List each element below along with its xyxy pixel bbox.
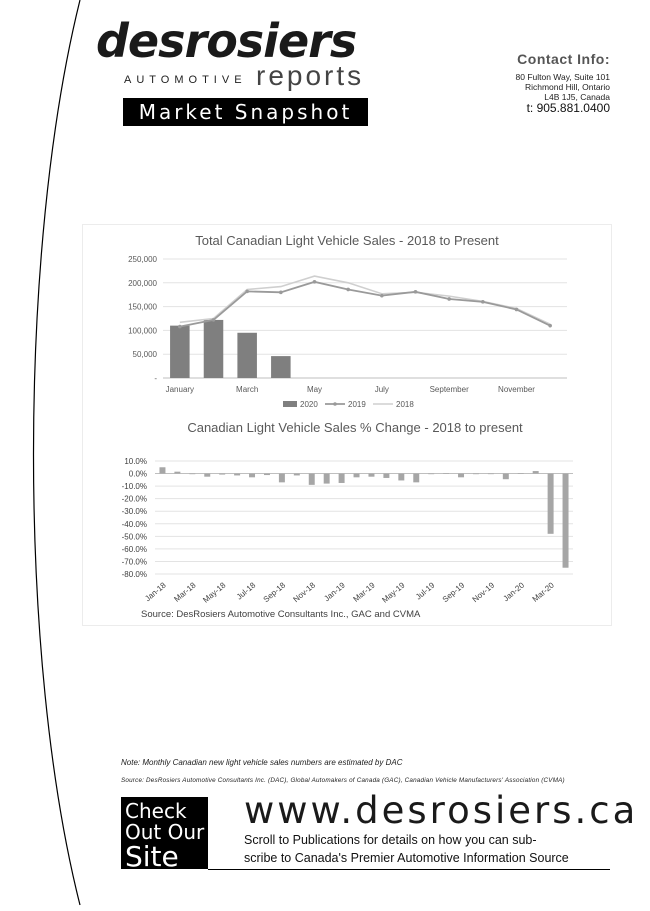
chart1-y-ticks xyxy=(128,255,157,383)
scroll-text-2: scribe to Canada's Premier Automotive Information Source xyxy=(244,851,569,865)
check-line-3: Site xyxy=(125,840,179,873)
chart1-bar-2020 xyxy=(271,356,291,378)
chart1-title: Total Canadian Light Vehicle Sales - 2018 to Present xyxy=(195,233,499,248)
chart1-y-tick-label: - xyxy=(154,374,157,383)
source-line: Source: DesRosiers Automotive Consultants Inc. (DAC), Global Automakers of Canada (GAC), Canadian Vehicle Manufacturers' Association (CVMA) xyxy=(121,777,565,784)
legend-swatch-2020 xyxy=(283,401,297,407)
footnote: Note: Monthly Canadian new light vehicle sales numbers are estimated by DAC xyxy=(121,758,403,767)
chart2-bar xyxy=(189,474,195,475)
logo-automotive: AUTOMOTIVE xyxy=(124,74,247,86)
chart2-x-tick-label: Mar-18 xyxy=(172,580,198,604)
contact-address-2: Richmond Hill, Ontario xyxy=(524,82,610,92)
chart2-x-tick-label: Sep-19 xyxy=(440,580,467,605)
chart1-point-2019 xyxy=(212,318,216,322)
contact-address-1: 80 Fulton Way, Suite 101 xyxy=(515,72,610,82)
chart1-legend xyxy=(283,400,414,409)
chart2-bar xyxy=(339,474,345,483)
website-link[interactable]: www.desrosiers.ca xyxy=(244,789,639,832)
chart2-bar xyxy=(398,474,404,481)
chart2-bar xyxy=(204,474,210,477)
chart2-bar xyxy=(174,472,180,474)
chart2-y-tick-label: 0.0% xyxy=(128,469,147,479)
chart2-bar xyxy=(548,474,554,534)
chart1-y-tick-label: 200,000 xyxy=(128,278,157,288)
chart2-bar xyxy=(294,474,300,476)
chart1-x-tick-label: March xyxy=(236,385,259,394)
chart2-bar xyxy=(413,474,419,483)
logo-reports: reports xyxy=(256,60,365,91)
chart1-lines xyxy=(178,276,552,328)
chart1-point-2019 xyxy=(447,297,451,301)
chart2-y-tick-label: -20.0% xyxy=(121,494,147,504)
chart2-bar xyxy=(279,474,285,483)
charts-svg xyxy=(83,225,611,625)
check-out-our-site-box xyxy=(121,797,208,873)
chart1-y-tick-label: 150,000 xyxy=(128,302,157,312)
chart2-bar xyxy=(473,474,479,475)
chart2-x-tick-label: Jul-18 xyxy=(234,580,258,602)
chart2-y-tick-label: -80.0% xyxy=(121,570,147,579)
chart2-bar xyxy=(219,474,225,475)
chart2-x-tick-label: Jul-19 xyxy=(413,580,437,602)
chart1-point-2019 xyxy=(346,288,350,292)
legend-marker-2019 xyxy=(333,402,337,406)
legend-label-2018: 2018 xyxy=(396,400,414,409)
chart1-x-tick-label: November xyxy=(498,385,535,394)
chart2-y-tick-label: 10.0% xyxy=(124,457,147,466)
legend-label-2019: 2019 xyxy=(348,400,366,409)
legend-label-2020: 2020 xyxy=(300,400,318,409)
chart1-x-tick-label: September xyxy=(429,385,469,394)
chart2-bar xyxy=(488,474,494,475)
chart2-x-tick-label: May-18 xyxy=(201,580,228,605)
chart2-x-tick-label: Jan-19 xyxy=(322,580,347,604)
chart1-y-tick-label: 250,000 xyxy=(128,255,157,264)
chart2-bar xyxy=(309,474,315,485)
chart2-bar xyxy=(264,474,270,476)
chart1-grid xyxy=(163,259,567,378)
chart2-bar xyxy=(383,474,389,478)
chart1-bars xyxy=(170,320,291,378)
chart1-bar-2020 xyxy=(170,326,190,378)
chart2-x-tick-label: Jan-20 xyxy=(501,580,527,604)
scroll-text-1: Scroll to Publications for details on how you can sub- xyxy=(244,833,537,847)
chart2-bar xyxy=(443,473,449,474)
chart2-grid xyxy=(155,461,573,574)
chart1-bar-2020 xyxy=(237,333,257,378)
chart2-x-tick-label: Mar-19 xyxy=(351,580,377,604)
chart2-y-tick-label: -50.0% xyxy=(121,532,147,542)
chart1-y-tick-label: 50,000 xyxy=(132,350,157,360)
chart1-point-2019 xyxy=(279,291,283,295)
chart2-bars xyxy=(159,467,568,567)
chart2-bar xyxy=(159,467,165,473)
bottom-rule xyxy=(208,869,610,870)
contact-address-3: L4B 1J5, Canada xyxy=(544,92,610,102)
chart2-x-tick-label: May-19 xyxy=(380,580,407,605)
chart2-y-tick-label: -70.0% xyxy=(121,557,147,567)
chart2-x-tick-label: Nov-18 xyxy=(291,580,318,605)
chart1-x-ticks xyxy=(166,385,536,394)
contact-phone: t: 905.881.0400 xyxy=(526,101,610,115)
chart2-bar xyxy=(249,474,255,478)
chart1-x-tick-label: January xyxy=(165,385,195,394)
chart1-x-tick-label: May xyxy=(306,385,323,394)
chart1-point-2019 xyxy=(178,325,182,329)
chart1-x-tick-label: July xyxy=(374,385,389,394)
chart2-bar xyxy=(428,474,434,475)
chart2-bar xyxy=(458,474,464,478)
chart2-bar xyxy=(518,473,524,474)
chart1-point-2019 xyxy=(245,290,249,294)
chart2-x-ticks xyxy=(143,580,556,604)
chart2-bar xyxy=(234,474,240,476)
chart1-point-2019 xyxy=(548,324,552,328)
chart2-bar xyxy=(354,474,360,478)
chart2-bar xyxy=(533,471,539,474)
chart2-y-tick-label: -30.0% xyxy=(121,507,147,517)
chart-panel xyxy=(82,224,612,626)
chart1-point-2019 xyxy=(515,308,519,312)
chart2-bar xyxy=(324,474,330,484)
chart2-title: Canadian Light Vehicle Sales % Change - 2018 to present xyxy=(187,420,523,435)
chart2-x-tick-label: Jan-18 xyxy=(143,580,168,604)
chart1-point-2019 xyxy=(481,300,485,304)
market-snapshot-banner: Market Snapshot xyxy=(123,98,368,126)
chart2-x-tick-label: Mar-20 xyxy=(530,580,556,604)
chart1-line-2018 xyxy=(180,276,550,324)
chart1-point-2019 xyxy=(313,280,317,284)
contact-title: Contact Info: xyxy=(517,51,610,67)
check-line-2: Out Our xyxy=(125,820,205,844)
chart2-y-tick-label: -10.0% xyxy=(121,482,147,492)
chart2-bar xyxy=(503,474,509,480)
chart2-source: Source: DesRosiers Automotive Consultants Inc., GAC and CVMA xyxy=(141,609,421,620)
chart2-y-tick-label: -60.0% xyxy=(121,544,147,554)
chart2-x-tick-label: Nov-19 xyxy=(470,580,497,605)
chart2-bar xyxy=(368,474,374,477)
chart1-point-2019 xyxy=(414,290,418,294)
chart1-y-tick-label: 100,000 xyxy=(128,326,157,336)
chart2-y-tick-label: -40.0% xyxy=(121,519,147,529)
chart1-point-2019 xyxy=(380,294,384,298)
chart1-bar-2020 xyxy=(204,320,224,378)
chart2-bar xyxy=(563,474,569,568)
chart2-y-ticks xyxy=(122,457,147,579)
check-line-1: Check xyxy=(125,799,187,823)
logo-desrosiers: desrosiers xyxy=(96,14,357,68)
chart2-x-tick-label: Sep-18 xyxy=(261,580,288,605)
